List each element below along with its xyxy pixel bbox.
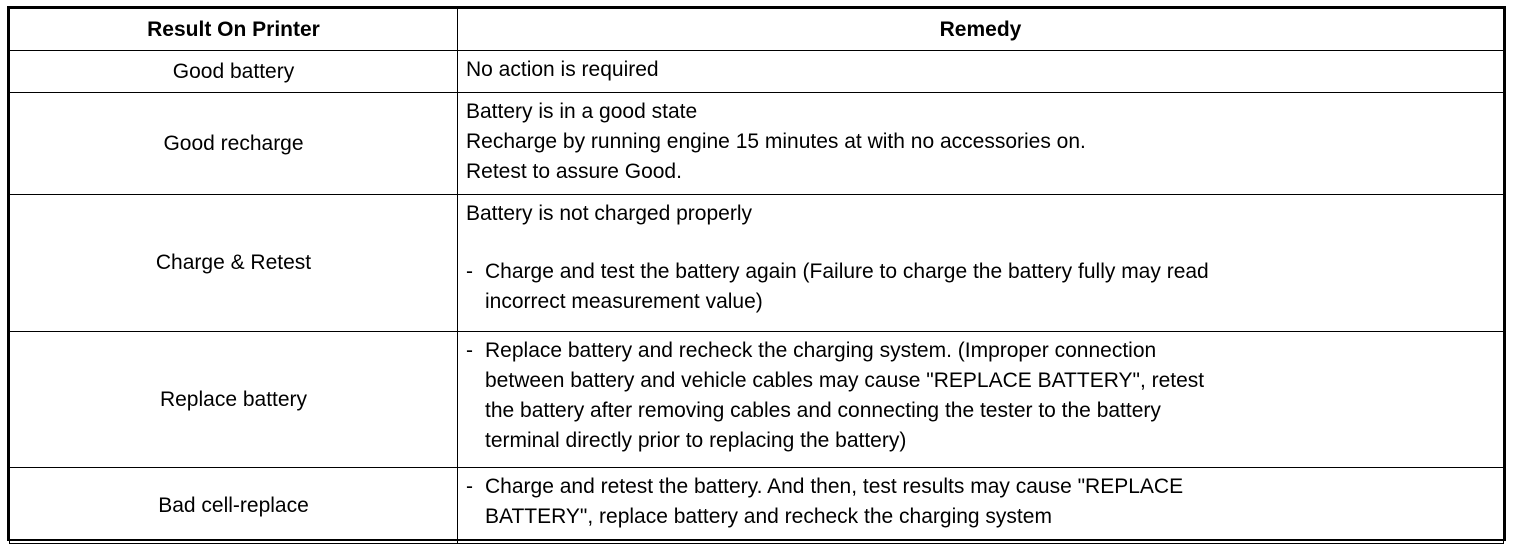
table-row [10,332,1504,468]
remedy-line: Battery is in a good state [466,100,698,123]
remedy-cell [458,195,1504,332]
bullet-text [485,336,1495,456]
bullet-line: Replace battery and recheck the charging system. (Improper connection [485,339,1157,362]
battery-test-results-table-frame [7,6,1506,541]
blank-line-spacer [466,229,1495,257]
header-remedy: Remedy [458,9,1504,51]
table-row [10,195,1504,332]
result-cell: Replace battery [10,332,458,468]
table-row [10,468,1504,544]
bullet-dash: - [466,475,473,498]
remedy-line: Retest to assure Good. [466,160,682,183]
bullet-line: the battery after removing cables and connecting the tester to the battery [485,399,1161,422]
remedy-cell [458,93,1504,195]
battery-test-results-table [9,8,1504,544]
table-header-row [10,9,1504,51]
bullet-line: BATTERY", replace battery and recheck the charging system [485,505,1052,528]
remedy-bullet [466,336,1495,456]
bullet-line: terminal directly prior to replacing the battery) [485,429,907,452]
result-cell: Good battery [10,51,458,93]
result-cell: Good recharge [10,93,458,195]
bullet-line: Charge and retest the battery. And then, test results may cause "REPLACE [485,475,1184,498]
remedy-line: Battery is not charged properly [466,202,752,225]
table-row [10,93,1504,195]
remedy-cell [458,332,1504,468]
remedy-bullet [466,472,1495,532]
result-cell: Charge & Retest [10,195,458,332]
bullet-line: between battery and vehicle cables may cause "REPLACE BATTERY", retest [485,369,1205,392]
remedy-line: Recharge by running engine 15 minutes at with no accessories on. [466,130,1086,153]
remedy-cell [458,51,1504,93]
remedy-line: No action is required [466,58,659,81]
header-result-on-printer: Result On Printer [10,9,458,51]
bullet-line: Charge and test the battery again (Failure to charge the battery fully may read [485,260,1209,283]
bullet-dash: - [466,339,473,362]
result-cell: Bad cell-replace [10,468,458,544]
table-row [10,51,1504,93]
bullet-text [485,472,1495,532]
remedy-cell [458,468,1504,544]
bullet-dash: - [466,260,473,283]
remedy-bullet [466,257,1495,317]
bullet-line: incorrect measurement value) [485,290,763,313]
bullet-text [485,257,1495,317]
